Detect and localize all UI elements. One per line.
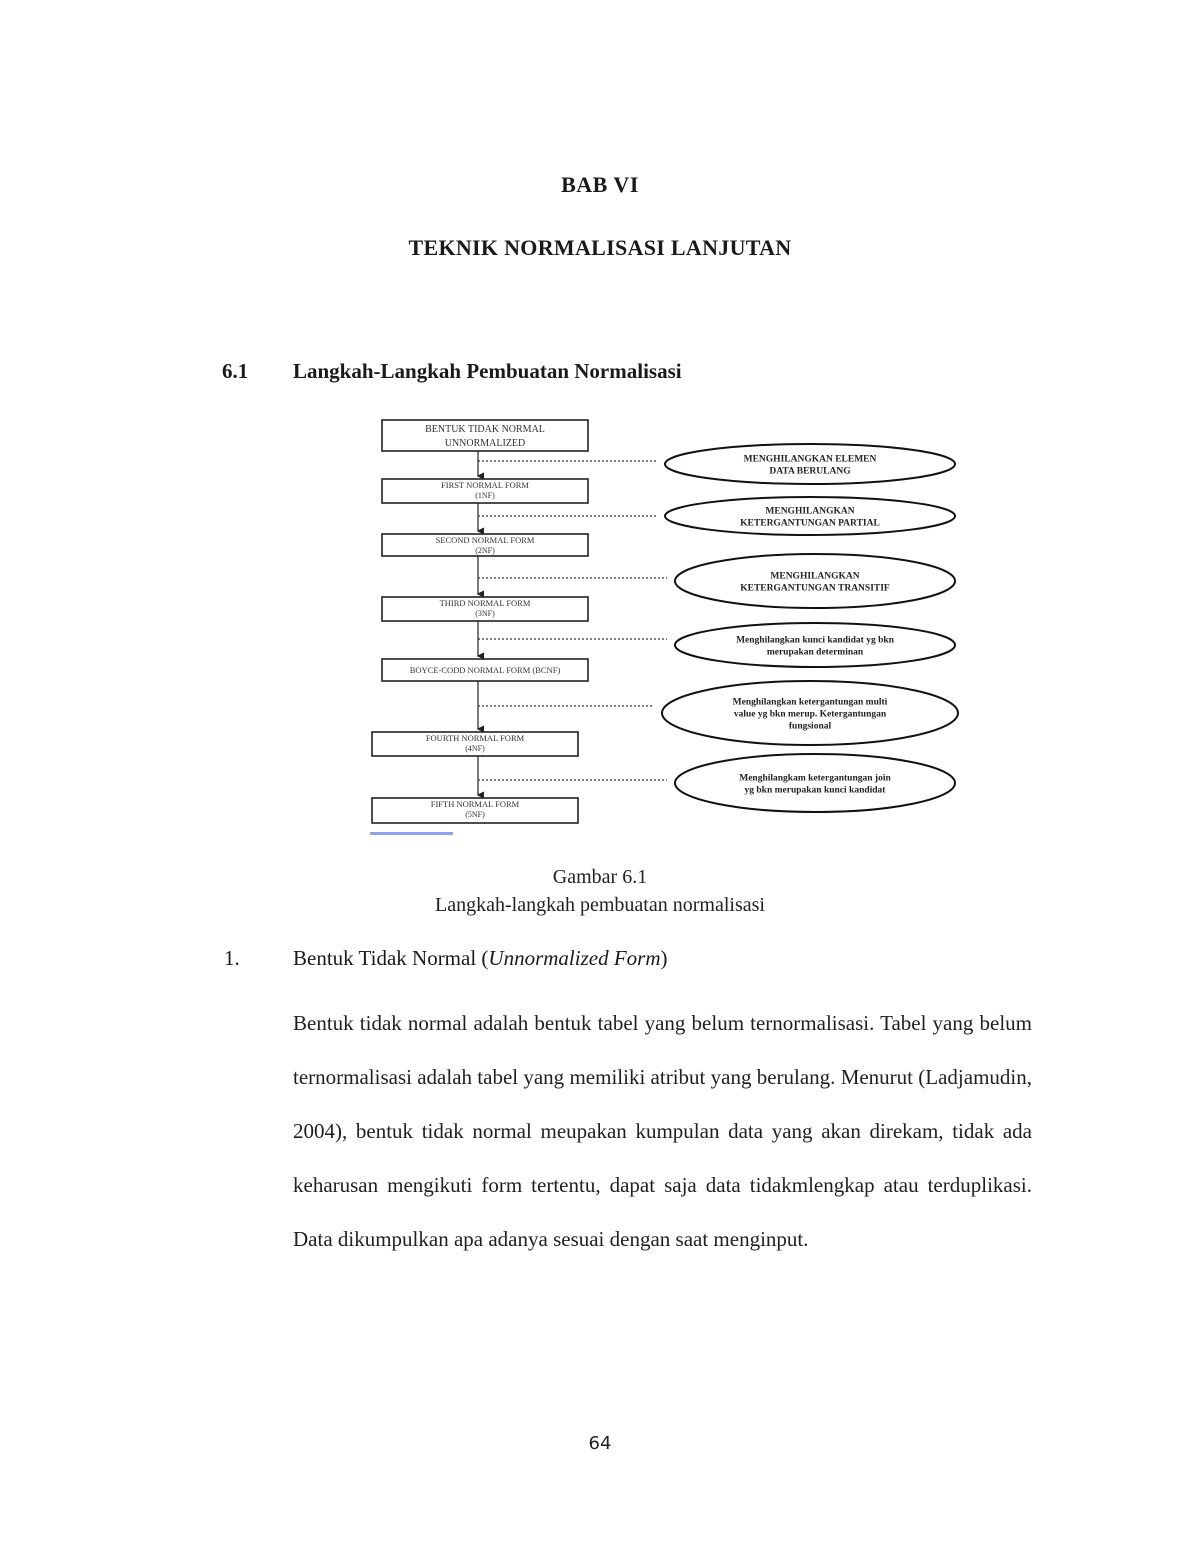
section-title: Langkah-Langkah Pembuatan Normalisasi: [293, 359, 682, 383]
action-label-line: Menghilangkan kunci kandidat yg bkn: [736, 635, 894, 646]
section-number: 6.1: [222, 359, 249, 383]
flowchart-step-box: [372, 798, 578, 823]
list-title-prefix: Bentuk Tidak Normal (: [293, 946, 489, 970]
action-label-line: Menghilangkam ketergantungan join: [739, 773, 891, 784]
step-label-line2: (4NF): [465, 744, 485, 753]
action-label-line: MENGHILANGKAN: [770, 571, 860, 582]
list-item-number: 1.: [224, 946, 240, 970]
flowchart-step-box: [382, 534, 588, 556]
step-label-line1: BENTUK TIDAK NORMAL: [425, 424, 545, 435]
action-label-line: KETERGANTUNGAN TRANSITIF: [740, 583, 890, 594]
flowchart-action-ellipse: [675, 623, 955, 667]
page-number: 64: [588, 1433, 612, 1454]
step-label-line2: UNNORMALIZED: [444, 438, 526, 449]
step-label-line1: FIRST NORMAL FORM: [441, 480, 529, 490]
list-title-suffix: ): [660, 946, 668, 970]
flowchart-step-box: [382, 659, 588, 681]
step-label-line1: BOYCE-CODD NORMAL FORM (BCNF): [409, 665, 561, 675]
figure-caption-label: Gambar 6.1: [552, 866, 648, 888]
action-label-line: yg bkn merupakan kunci kandidat: [744, 785, 886, 796]
step-label-line1: FOURTH NORMAL FORM: [425, 733, 525, 743]
step-label-line2: (1NF): [475, 491, 495, 500]
step-label-line1: FIFTH NORMAL FORM: [430, 799, 520, 809]
action-label-line: fungsional: [788, 721, 832, 732]
action-label-line: DATA BERULANG: [769, 466, 851, 477]
normalization-flowchart: [360, 408, 966, 840]
action-label-line: MENGHILANGKAN ELEMEN: [743, 454, 877, 465]
step-label-line2: (5NF): [465, 810, 485, 819]
chapter-title: TEKNIK NORMALISASI LANJUTAN: [408, 235, 792, 260]
action-label-line: merupakan determinan: [766, 647, 864, 658]
chapter-heading: BAB VI: [561, 172, 639, 197]
flowchart-action-ellipse: [665, 444, 955, 484]
flowchart-step-box: [372, 732, 578, 756]
action-label-line: value yg bkn merup. Ketergantungan: [733, 709, 887, 720]
blue-underline-mark: [370, 832, 453, 835]
flowchart-action-ellipse: [662, 681, 958, 745]
flowchart-step-box: [382, 479, 588, 503]
step-label-line1: THIRD NORMAL FORM: [439, 598, 531, 608]
action-label-line: Menghilangkan ketergantungan multi: [732, 697, 888, 708]
body-paragraph: Bentuk tidak normal adalah bentuk tabel yang belum ternormalisasi. Tabel yang belum ternormalisasi adalah tabel yang memiliki atribut yang berulang. Menurut (Ladjamudin, 2004), bentuk tidak normal meupakan kumpulan data yang akan direkam, tidak ada keharusan mengikuti form tertentu, dapat saja data tidakmlengkap atau terduplikasi. Data dikumpulkan apa adanya sesuai dengan saat menginput.: [293, 1011, 1032, 1251]
flowchart-step-box: [382, 597, 588, 621]
step-label-line2: (2NF): [475, 546, 495, 555]
step-label-line1: SECOND NORMAL FORM: [435, 535, 535, 545]
flowchart-action-ellipse: [675, 754, 955, 812]
action-label-line: MENGHILANGKAN: [765, 506, 855, 517]
list-item-title: [293, 946, 668, 971]
list-title-italic: Unnormalized Form: [488, 946, 661, 970]
flowchart-step-box: [382, 420, 588, 451]
flowchart-action-ellipse: [665, 497, 955, 535]
flowchart-action-ellipse: [675, 554, 955, 608]
action-label-line: KETERGANTUNGAN PARTIAL: [740, 518, 880, 529]
step-label-line2: (3NF): [475, 609, 495, 618]
figure-caption-text: Langkah-langkah pembuatan normalisasi: [435, 894, 765, 916]
